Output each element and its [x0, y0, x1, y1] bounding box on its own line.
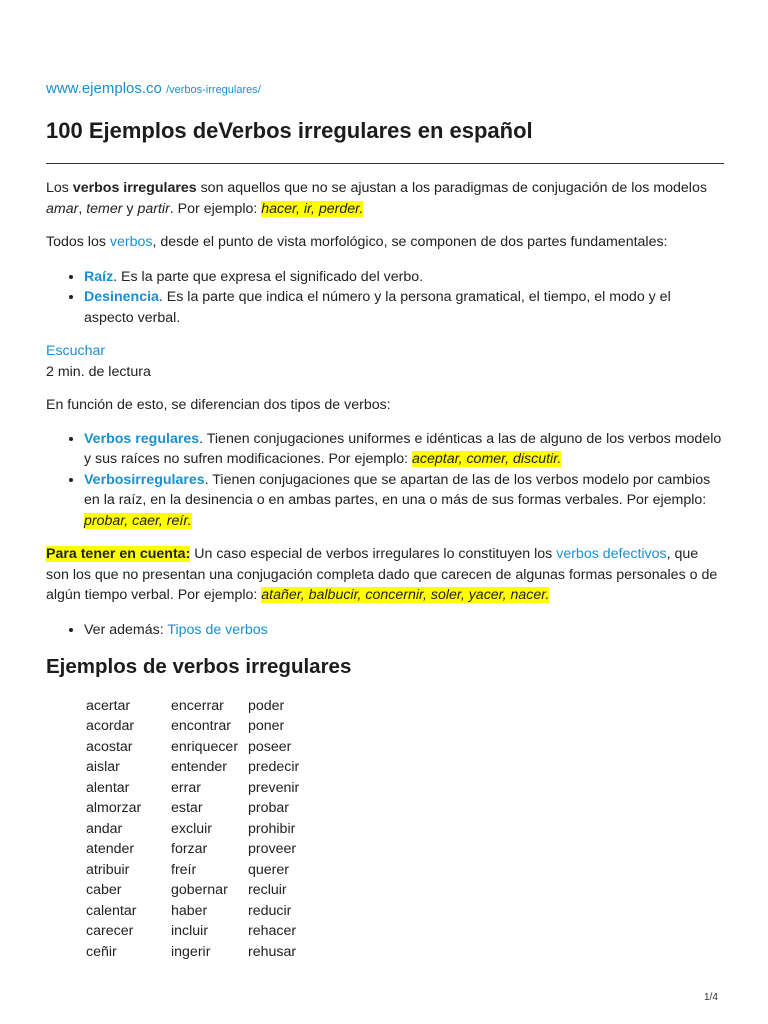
verb-cell: ingerir: [171, 943, 211, 960]
text: Los: [46, 180, 73, 196]
text: . Tienen conjugaciones que se apartan de las de los verbos modelo por cambios en la raíz, en la desinencia o en ambas partes, en una o más de sus formas verbales. Por ejemplo:: [84, 471, 711, 508]
desinencia-link[interactable]: Desinencia: [84, 289, 159, 305]
verb-cell: probar: [248, 800, 290, 816]
verb-cell: poner: [248, 718, 285, 734]
verbos-regulares-link[interactable]: Verbos regulares: [84, 430, 200, 447]
parts-paragraph: [46, 232, 724, 253]
table-row: [86, 696, 331, 717]
reading-time: 2 min. de lectura: [46, 363, 151, 380]
text: ,: [78, 200, 87, 217]
verb-cell: forzar: [171, 841, 208, 857]
examples-table: [86, 696, 331, 963]
verb-cell: ceñir: [86, 943, 117, 960]
site-path-link[interactable]: /verbos-irregulares/: [166, 84, 261, 96]
verb-cell: excluir: [171, 820, 212, 837]
verb-cell: calentar: [86, 902, 137, 919]
text: son aquellos que no se ajustan a los paradigmas de conjugación de los modelos: [196, 180, 707, 196]
listen-link[interactable]: Escuchar: [46, 343, 106, 359]
intro-paragraph: [46, 178, 724, 219]
verb-cell: recluir: [248, 882, 287, 898]
table-row: [86, 737, 331, 758]
verb-cell: rehacer: [248, 923, 297, 939]
verb-cell: estar: [171, 800, 203, 816]
text: . Es la parte que indica el número y la persona gramatical, el tiempo, el modo y el aspecto verbal.: [84, 289, 671, 326]
text: . Tienen conjugaciones uniformes e idénticas a las de alguno de los verbos modelo y sus raíces no sufren modificaciones. Por ejemplo:: [84, 430, 722, 467]
verb-cell: reducir: [248, 902, 292, 919]
text: . Es la parte que expresa el significado del verbo.: [113, 268, 424, 285]
verb-cell: poder: [248, 697, 285, 714]
note-paragraph: [46, 544, 724, 606]
audio-block: [46, 341, 724, 382]
italic-term: amar: [46, 200, 79, 217]
text: y: [122, 200, 138, 217]
examples-heading: Ejemplos de verbos irregulares: [46, 655, 352, 678]
verb-cell: acostar: [86, 738, 133, 755]
source-url: [46, 80, 261, 97]
verb-cell: predecir: [248, 759, 300, 775]
list-item: [84, 429, 724, 470]
verb-cell: alentar: [86, 779, 130, 796]
verb-cell: querer: [248, 861, 290, 878]
verb-cell: prevenir: [248, 779, 300, 796]
verb-cell: incluir: [171, 923, 209, 939]
verb-cell: almorzar: [86, 800, 142, 816]
highlighted-example: probar, caer, reír.: [84, 512, 192, 529]
table-row: [86, 839, 331, 860]
verb-cell: acordar: [86, 718, 135, 734]
list-item: [84, 267, 724, 288]
site-domain-link[interactable]: www.ejemplos.co: [46, 80, 162, 97]
list-item: [84, 470, 724, 532]
verb-cell: caber: [86, 882, 122, 898]
list-item: [84, 620, 724, 641]
verb-cell: freír: [171, 861, 197, 878]
verb-cell: aislar: [86, 759, 120, 775]
verb-cell: encerrar: [171, 697, 224, 714]
italic-term: temer: [86, 200, 123, 217]
verb-cell: entender: [171, 759, 228, 775]
page-title: 100 Ejemplos deVerbos irregulares en español: [46, 118, 533, 143]
verb-cell: poseer: [248, 738, 292, 755]
table-row: [86, 798, 331, 819]
parts-list: [46, 267, 724, 329]
note-label: Para tener en cuenta:: [46, 546, 191, 562]
types-lead: En función de esto, se diferencian dos tipos de verbos:: [46, 397, 391, 413]
raiz-link[interactable]: Raíz: [84, 268, 114, 285]
table-row: [86, 921, 331, 942]
tipos-de-verbos-link[interactable]: Tipos de verbos: [167, 621, 268, 638]
verbos-defectivos-link[interactable]: verbos defectivos: [556, 546, 667, 562]
verb-cell: acertar: [86, 697, 131, 714]
table-row: [86, 901, 331, 922]
verb-cell: andar: [86, 820, 123, 837]
verb-cell: gobernar: [171, 882, 228, 898]
see-also-list: [46, 620, 724, 641]
table-row: [86, 716, 331, 737]
bold-term: verbos irregulares: [72, 180, 197, 196]
verb-cell: encontrar: [171, 718, 231, 734]
verb-cell: atender: [86, 841, 135, 857]
list-item: [84, 287, 724, 328]
text: . Por ejemplo:: [169, 200, 262, 217]
table-row: [86, 778, 331, 799]
text: , que son los que no presentan una conjugación completa dado que carecen de algunas formas personales o de algún tiempo verbal. Por ejemplo:: [46, 546, 718, 603]
table-row: [86, 819, 331, 840]
text: Ver además:: [84, 621, 168, 638]
verb-cell: errar: [171, 779, 201, 796]
table-row: [86, 942, 331, 963]
verbos-irregulares-link[interactable]: Verbosirregulares: [84, 471, 205, 488]
highlighted-example: aceptar, comer, discutir.: [412, 451, 562, 467]
verb-cell: haber: [171, 902, 208, 919]
highlighted-example: atañer, balbucir, concernir, soler, yacer, nacer.: [261, 587, 550, 603]
verb-cell: rehusar: [248, 943, 297, 960]
text: Un caso especial de verbos irregulares lo constituyen los: [190, 546, 557, 562]
table-row: [86, 880, 331, 901]
text: , desde el punto de vista morfológico, se componen de dos partes fundamentales:: [152, 234, 668, 250]
verb-cell: atribuir: [86, 861, 130, 878]
table-row: [86, 757, 331, 778]
verbos-link[interactable]: verbos: [109, 234, 153, 250]
verb-cell: enriquecer: [171, 738, 239, 755]
article-body: [46, 178, 724, 962]
italic-term: partir: [137, 200, 170, 217]
verb-cell: proveer: [248, 841, 297, 857]
page-number: 1/4: [704, 992, 718, 1003]
types-list: [46, 429, 724, 532]
highlighted-example: hacer, ir, perder.: [261, 200, 364, 217]
verb-cell: prohibir: [248, 820, 296, 837]
text: Todos los: [46, 234, 110, 250]
verb-cell: carecer: [86, 923, 134, 939]
table-row: [86, 860, 331, 881]
title-divider: [46, 163, 724, 164]
